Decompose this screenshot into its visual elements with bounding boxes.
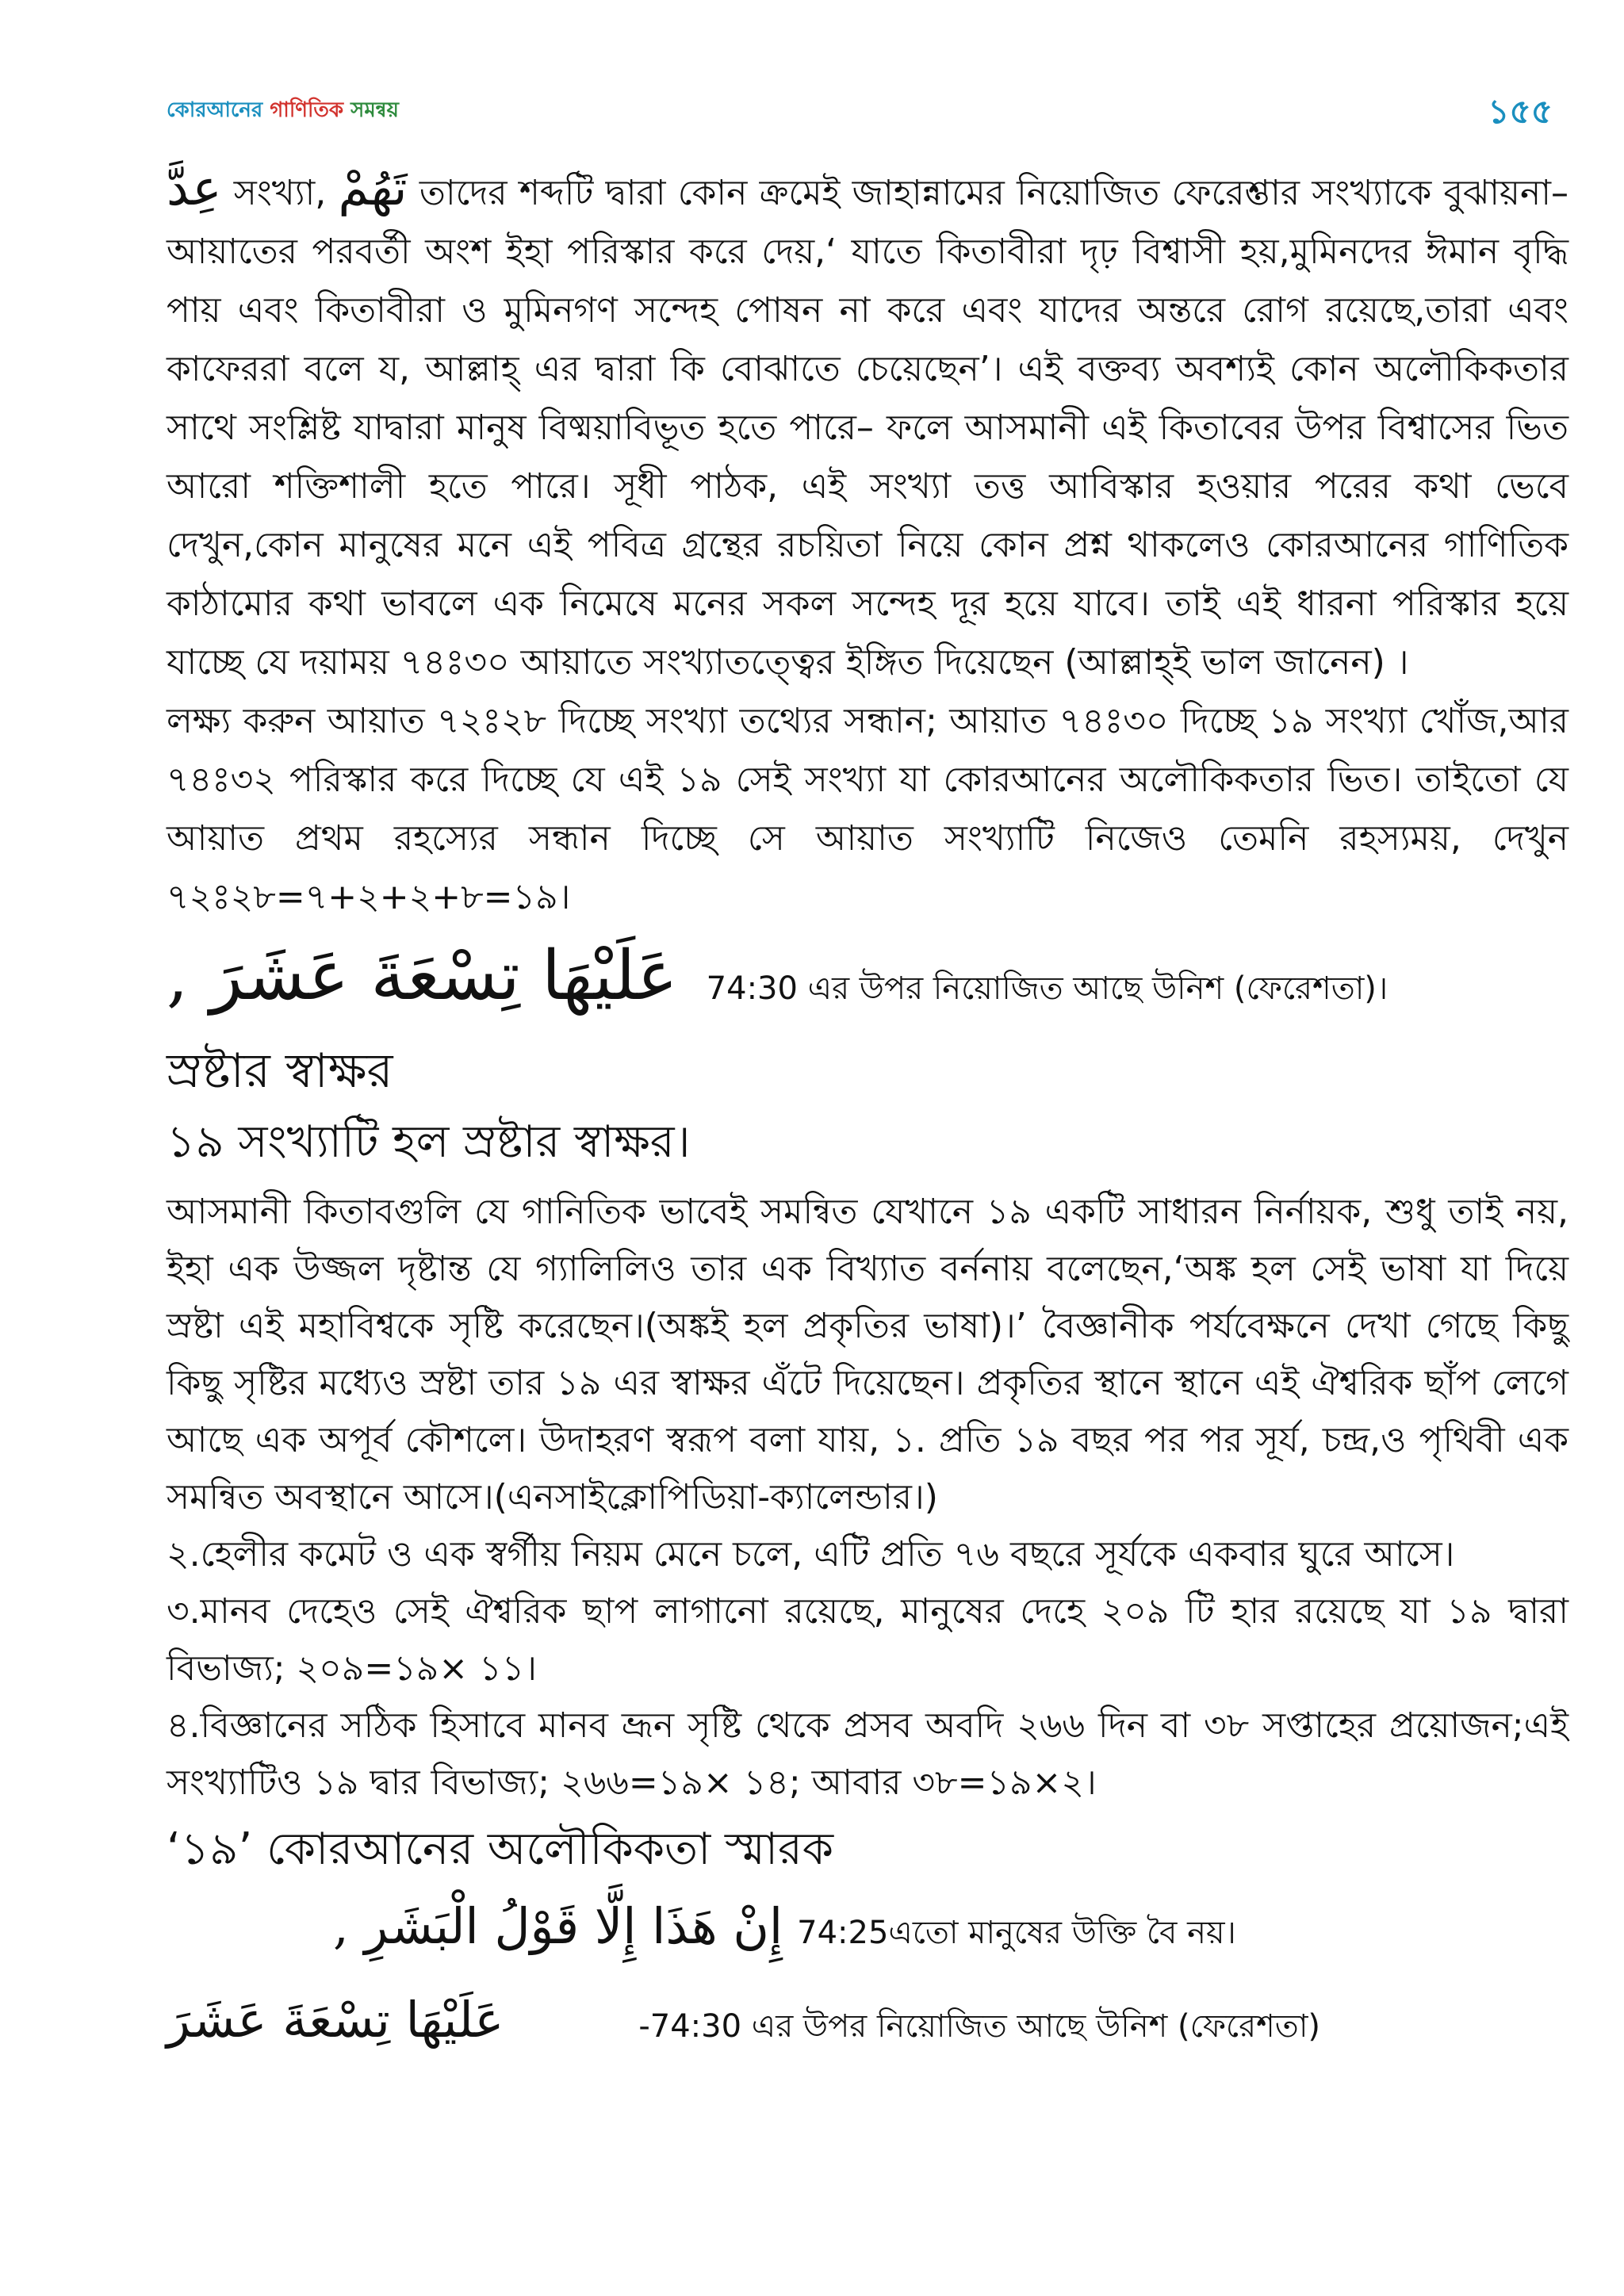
verse-line-74-30-repeat <box>167 1991 1568 2070</box>
running-head-part-1: কোরআনের <box>167 98 270 122</box>
paragraph-2: লক্ষ্য করুন আয়াত ৭২ঃ২৮ দিচ্ছে সংখ্যা তথ্যের সন্ধান; আয়াত ৭৪ঃ৩০ দিচ্ছে ১৯ সংখ্যা খোঁজ,আর ৭৪ঃ৩২ পরিস্কার করে দিচ্ছে যে এই ১৯ সেই সংখ্যা যা কোরআনের অলৌকিকতার ভিত। তাইতো যে আয়াত প্রথম রহস্যের সন্ধান দিচ্ছে সে আয়াত সংখ্যাটি নিজেও তেমনি রহস্যময়, দেখুন ৭২ঃ২৮=৭+২+২+৮=১৯। <box>167 701 1568 917</box>
section-heading: স্রষ্টার স্বাক্ষর <box>167 1043 393 1099</box>
running-head <box>167 94 399 128</box>
paragraph-5: ৩.মানব দেহেও সেই ঐশ্বরিক ছাপ লাগানো রয়েছে, মানুষের দেহে ২০৯ টি হার রয়েছে যা ১৯ দ্বারা বিভাজ্য; ২০৯=১৯× ১১। <box>167 1591 1568 1689</box>
arabic-word-iddat: عِدَّ <box>167 159 222 216</box>
verse-line-74-25 <box>333 1897 1568 1984</box>
page-number: ১৫৫ <box>1488 92 1553 131</box>
verse-translation: -74:30 এর উপর নিয়োজিত আছে উনিশ (ফেরেশতা) <box>638 2008 1321 2045</box>
verse-line-74-30 <box>167 936 1568 1028</box>
paragraph-6: ৪.বিজ্ঞানের সঠিক হিসাবে মানব ভ্রূন সৃষ্টি থেকে প্রসব অবদি ২৬৬ দিন বা ৩৮ সপ্তাহের প্রয়োজন;এই সংখ্যাটিও ১৯ দ্বার বিভাজ্য; ২৬৬=১৯× ১৪; আবার ৩৮=১৯×২। <box>167 1705 1568 1803</box>
verse-translation: 74:30 এর উপর নিয়োজিত আছে উনিশ (ফেরেশতা)। <box>706 970 1388 1007</box>
paragraph-1-text-a: সংখ্যা, <box>221 173 339 213</box>
page-body <box>167 159 1568 2070</box>
paragraph-1 <box>167 159 1568 692</box>
paragraph-4: ২.হেলীর কমেট ও এক স্বর্গীয় নিয়ম মেনে চলে, এটি প্রতি ৭৬ বছরে সূর্যকে একবার ঘুরে আসে। <box>167 1534 1455 1575</box>
paragraph-1-text-b: তাদের শব্দটি দ্বারা কোন ক্রমেই জাহান্নামের নিয়োজিত ফেরেশ্তার সংখ্যাকে বুঝায়না–আয়াতের পরবর্তী অংশ ইহা পরিস্কার করে দেয়,‘ যাতে কিতাবীরা দৃঢ় বিশ্বাসী হয়,মুমিনদের ঈমান বৃদ্ধি পায় এবং কিতাবীরা ও মুমিনগণ সন্দেহ পোষন না করে এবং যাদের অন্তরে রোগ রয়েছে,তারা এবং কাফেররা বলে য, আল্লাহ্ এর দ্বারা কি বোঝাতে চেয়েছেন’। এই বক্তব্য অবশ্যই কোন অলৌকিকতার সাথে সংশ্লিষ্ট যাদ্বারা মানুষ বিষ্ময়াবিভূত হতে পারে– ফলে আসমানী এই কিতাবের উপর বিশ্বাসের ভিত আরো শক্তিশালী হতে পারে। সূধী পাঠক, এই সংখ্যা তত্ত আবিস্কার হওয়ার পরের কথা ভেবে দেখুন,কোন মানুষের মনে এই পবিত্র গ্রন্থের রচয়িতা নিয়ে কোন প্রশ্ন থাকলেও কোরআনের গাণিতিক কাঠামোর কথা ভাবলে এক নিমেষে মনের সকল সন্দেহ দূর হয়ে যাবে। তাই এই ধারনা পরিস্কার হয়ে যাচ্ছে যে দয়াময় ৭৪ঃ৩০ আয়াতে সংখ্যাতত্ত্বের ইঙ্গিত দিয়েছেন (আল্লাহ্ই ভাল জানেন) । <box>167 173 1568 683</box>
arabic-verse: عَلَيْهَا تِسْعَةَ عَشَرَ <box>167 1991 504 2049</box>
section-heading-19: ‘১৯’ কোরআনের অলৌকিকতা স্মারক <box>167 1823 834 1875</box>
running-head-part-3: সমন্বয় <box>350 98 399 122</box>
arabic-verse: إِنْ هَذَا إِلَّا قَوْلُ الْبَشَرِ , <box>333 1897 783 1955</box>
arabic-verse: عَلَيْهَا تِسْعَةَ عَشَرَ , <box>167 936 678 1016</box>
paragraph-3: আসমানী কিতাবগুলি যে গানিতিক ভাবেই সমন্বিত যেখানে ১৯ একটি সাধারন নির্নায়ক, শুধু তাই নয়, ইহা এক উজ্জল দৃষ্টান্ত যে গ্যালিলিও তার এক বিখ্যাত বর্ননায় বলেছেন,‘অঙ্ক হল সেই ভাষা যা দিয়ে স্রষ্টা এই মহাবিশ্বকে সৃষ্টি করেছেন।(অঙ্কই হল প্রকৃতির ভাষা)।’ বৈজ্ঞানীক পর্যবেক্ষনে দেখা গেছে কিছু কিছু সৃষ্টির মধ্যেও স্রষ্টা তার ১৯ এর স্বাক্ষর এঁটে দিয়েছেন। প্রকৃতির স্থানে স্থানে এই ঐশ্বরিক ছাঁপ লেগে আছে এক অপূর্ব কৌশলে। উদাহরণ স্বরূপ বলা যায়, ১. প্রতি ১৯ বছর পর পর সূর্য, চন্দ্র,ও পৃথিবী এক সমন্বিত অবস্থানে আসে।(এনসাইক্লোপিডিয়া-ক্যালেন্ডার।) <box>167 1192 1568 1517</box>
running-head-part-2: গাণিতিক <box>270 98 351 122</box>
arabic-word-tahum: تَهُمْ <box>338 159 408 216</box>
section-subheading: ১৯ সংখ্যাটি হল স্রষ্টার স্বাক্ষর। <box>167 1116 691 1168</box>
verse-translation: 74:25এতো মানুষের উক্তি বৈ নয়। <box>797 1915 1236 1951</box>
